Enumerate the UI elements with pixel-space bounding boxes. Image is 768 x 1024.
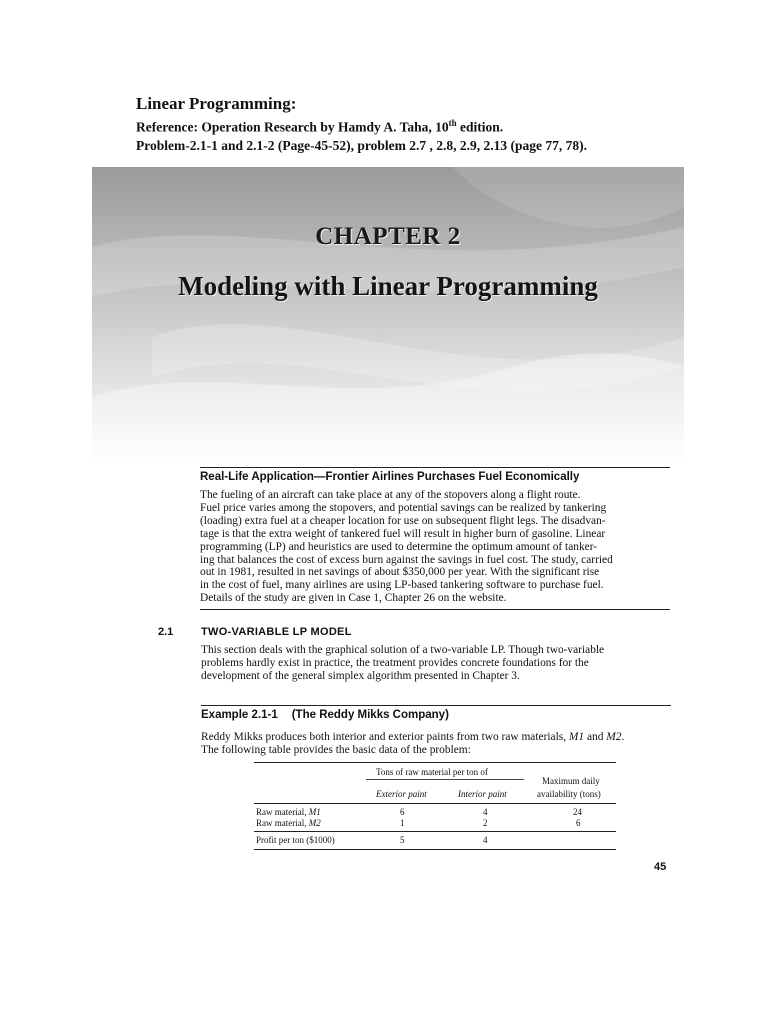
table-cell: 24 <box>573 807 582 817</box>
table-top-rule <box>254 762 616 763</box>
table-cell: 6 <box>576 818 581 828</box>
real-life-line: in the cost of fuel, many airlines are using LP-based tankering software to purchase fuel. <box>200 579 604 592</box>
table-row-label: Raw material, M1 <box>256 807 321 817</box>
section-line: problems hardly exist in practice, the treatment provides concrete foundations for the <box>201 656 589 669</box>
table-cell: 2 <box>483 818 488 828</box>
section-title: TWO-VARIABLE LP MODEL <box>201 626 352 638</box>
table-cell: 1 <box>400 818 405 828</box>
table-cell: 5 <box>400 835 405 845</box>
banner-swirl-graphic <box>92 167 684 463</box>
document-header <box>136 94 736 155</box>
header-problems: Problem-2.1-1 and 2.1-2 (Page-45-52), problem 2.7 , 2.8, 2.9, 2.13 (page 77, 78). <box>136 137 587 153</box>
header-reference: Reference: Operation Research by Hamdy A. Taha, 10th edition. <box>136 118 504 135</box>
table-group-rule <box>366 779 524 780</box>
table-header-max: Maximum daily <box>542 776 600 786</box>
table-header-exterior: Exterior paint <box>376 789 427 799</box>
example-box <box>201 705 671 757</box>
table-header-rule <box>254 803 616 804</box>
box-top-rule <box>200 467 670 468</box>
example-name: (The Reddy Mikks Company) <box>291 709 449 721</box>
table-profit-label: Profit per ton ($1000) <box>256 835 335 845</box>
real-life-line: tage is that the extra weight of tankered fuel will result in higher burn of gasoline. Linear <box>200 527 606 540</box>
real-life-line: programming (LP) and heuristics are used to determine the optimum amount of tanker- <box>200 540 598 553</box>
section-number: 2.1 <box>158 626 174 638</box>
chapter-title: Modeling with Linear Programming <box>178 271 598 301</box>
example-label: Example 2.1-1 <box>201 709 278 721</box>
real-life-line: (loading) extra fuel at a cheaper location for use on subsequent flight legs. The disadvan- <box>200 514 606 527</box>
section-line: This section deals with the graphical solution of a two-variable LP. Though two-variable <box>201 644 605 656</box>
table-cell: 4 <box>483 835 488 845</box>
section-body <box>201 644 671 683</box>
table-header-interior: Interior paint <box>458 789 507 799</box>
example-top-rule <box>201 705 671 706</box>
real-life-heading: Real-Life Application—Frontier Airlines Purchases Fuel Economically <box>200 471 580 483</box>
table-row-rule <box>254 831 616 832</box>
example-heading <box>201 709 671 721</box>
real-life-application-box <box>200 467 670 610</box>
chapter-number: CHAPTER 2 <box>315 223 461 250</box>
real-life-line: out in 1981, resulted in net savings of about $350,000 per year. With the significant rise <box>200 566 600 579</box>
page-number: 45 <box>654 861 667 873</box>
chapter-banner <box>92 167 684 463</box>
table-bottom-rule <box>254 849 616 850</box>
real-life-line: The fueling of an aircraft can take place at any of the stopovers along a flight route. <box>200 489 581 501</box>
example-line: The following table provides the basic data of the problem: <box>201 743 471 756</box>
table-cell: 4 <box>483 807 488 817</box>
table-group-header: Tons of raw material per ton of <box>376 767 488 777</box>
real-life-line: Details of the study are given in Case 1, Chapter 26 on the website. <box>200 592 507 605</box>
real-life-line: Fuel price varies among the stopovers, and potential savings can be realized by tankering <box>200 501 607 514</box>
header-title: Linear Programming: <box>136 94 297 113</box>
example-line: Reddy Mikks produces both interior and exterior paints from two raw materials, M1 and M2. <box>201 731 625 743</box>
table-cell: 6 <box>400 807 405 817</box>
box-bottom-rule <box>200 609 670 610</box>
real-life-line: ing that balances the cost of excess burn against the savings in fuel cost. The study, carried <box>200 553 613 566</box>
table-header-max: availability (tons) <box>537 789 601 799</box>
table-row-label: Raw material, M2 <box>256 818 321 828</box>
section-line: development of the general simplex algorithm presented in Chapter 3. <box>201 669 520 682</box>
